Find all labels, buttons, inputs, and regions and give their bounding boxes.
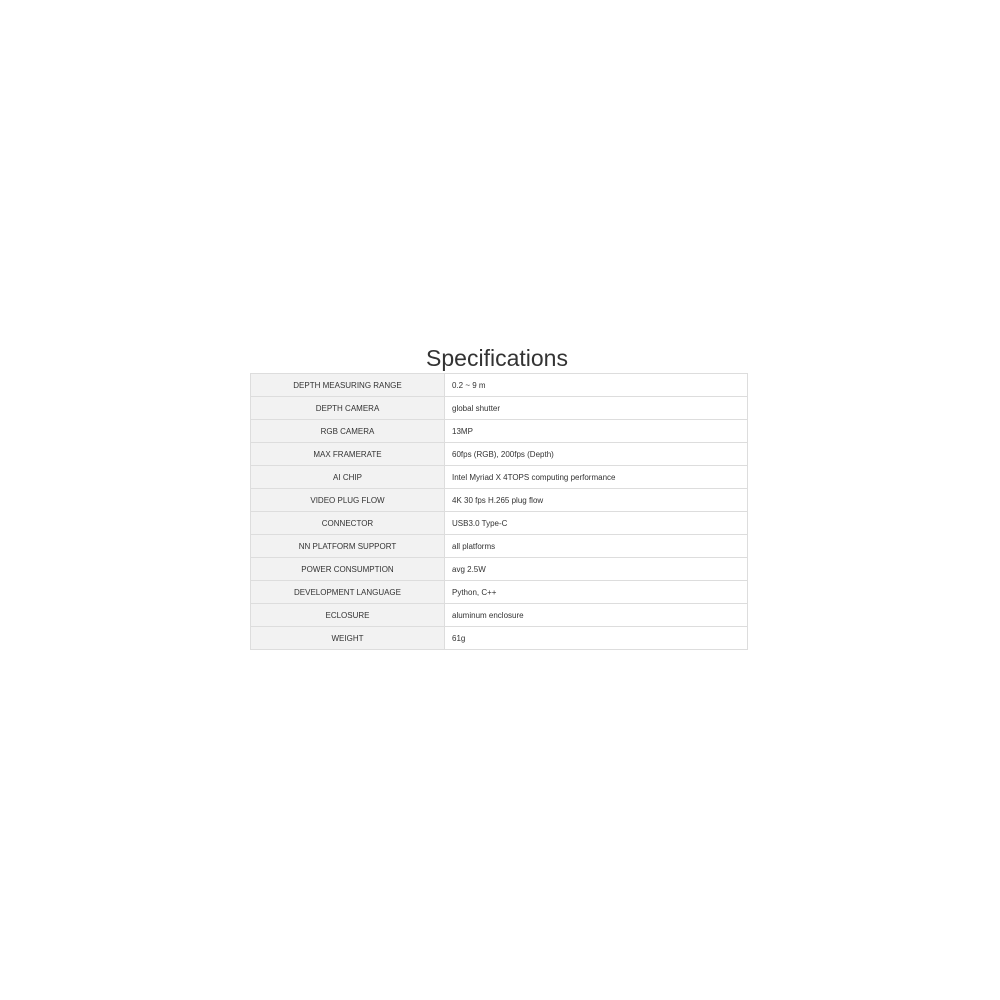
spec-label: VIDEO PLUG FLOW: [251, 489, 445, 512]
spec-value: Python, C++: [445, 581, 748, 604]
spec-label: DEPTH MEASURING RANGE: [251, 374, 445, 397]
spec-value: 60fps (RGB), 200fps (Depth): [445, 443, 748, 466]
table-row: [251, 581, 748, 604]
table-row: [251, 489, 748, 512]
spec-label: WEIGHT: [251, 627, 445, 650]
spec-value: Intel Myriad X 4TOPS computing performance: [445, 466, 748, 489]
table-row: [251, 604, 748, 627]
spec-value: 61g: [445, 627, 748, 650]
table-row: [251, 512, 748, 535]
spec-value: global shutter: [445, 397, 748, 420]
spec-value: 0.2 ~ 9 m: [445, 374, 748, 397]
spec-label: POWER CONSUMPTION: [251, 558, 445, 581]
table-row: [251, 535, 748, 558]
spec-value: aluminum enclosure: [445, 604, 748, 627]
table-row: [251, 466, 748, 489]
table-row: [251, 397, 748, 420]
spec-label: MAX FRAMERATE: [251, 443, 445, 466]
spec-value: all platforms: [445, 535, 748, 558]
spec-value: avg 2.5W: [445, 558, 748, 581]
spec-label: AI CHIP: [251, 466, 445, 489]
table-row: [251, 374, 748, 397]
table-row: [251, 627, 748, 650]
spec-label: CONNECTOR: [251, 512, 445, 535]
spec-label: RGB CAMERA: [251, 420, 445, 443]
table-row: [251, 558, 748, 581]
spec-label: DEVELOPMENT LANGUAGE: [251, 581, 445, 604]
page-title: Specifications: [426, 345, 568, 371]
spec-label: ECLOSURE: [251, 604, 445, 627]
table-row: [251, 443, 748, 466]
table-row: [251, 420, 748, 443]
spec-value: USB3.0 Type-C: [445, 512, 748, 535]
spec-value: 13MP: [445, 420, 748, 443]
spec-label: DEPTH CAMERA: [251, 397, 445, 420]
specifications-table: [250, 373, 748, 650]
spec-label: NN PLATFORM SUPPORT: [251, 535, 445, 558]
spec-value: 4K 30 fps H.265 plug flow: [445, 489, 748, 512]
